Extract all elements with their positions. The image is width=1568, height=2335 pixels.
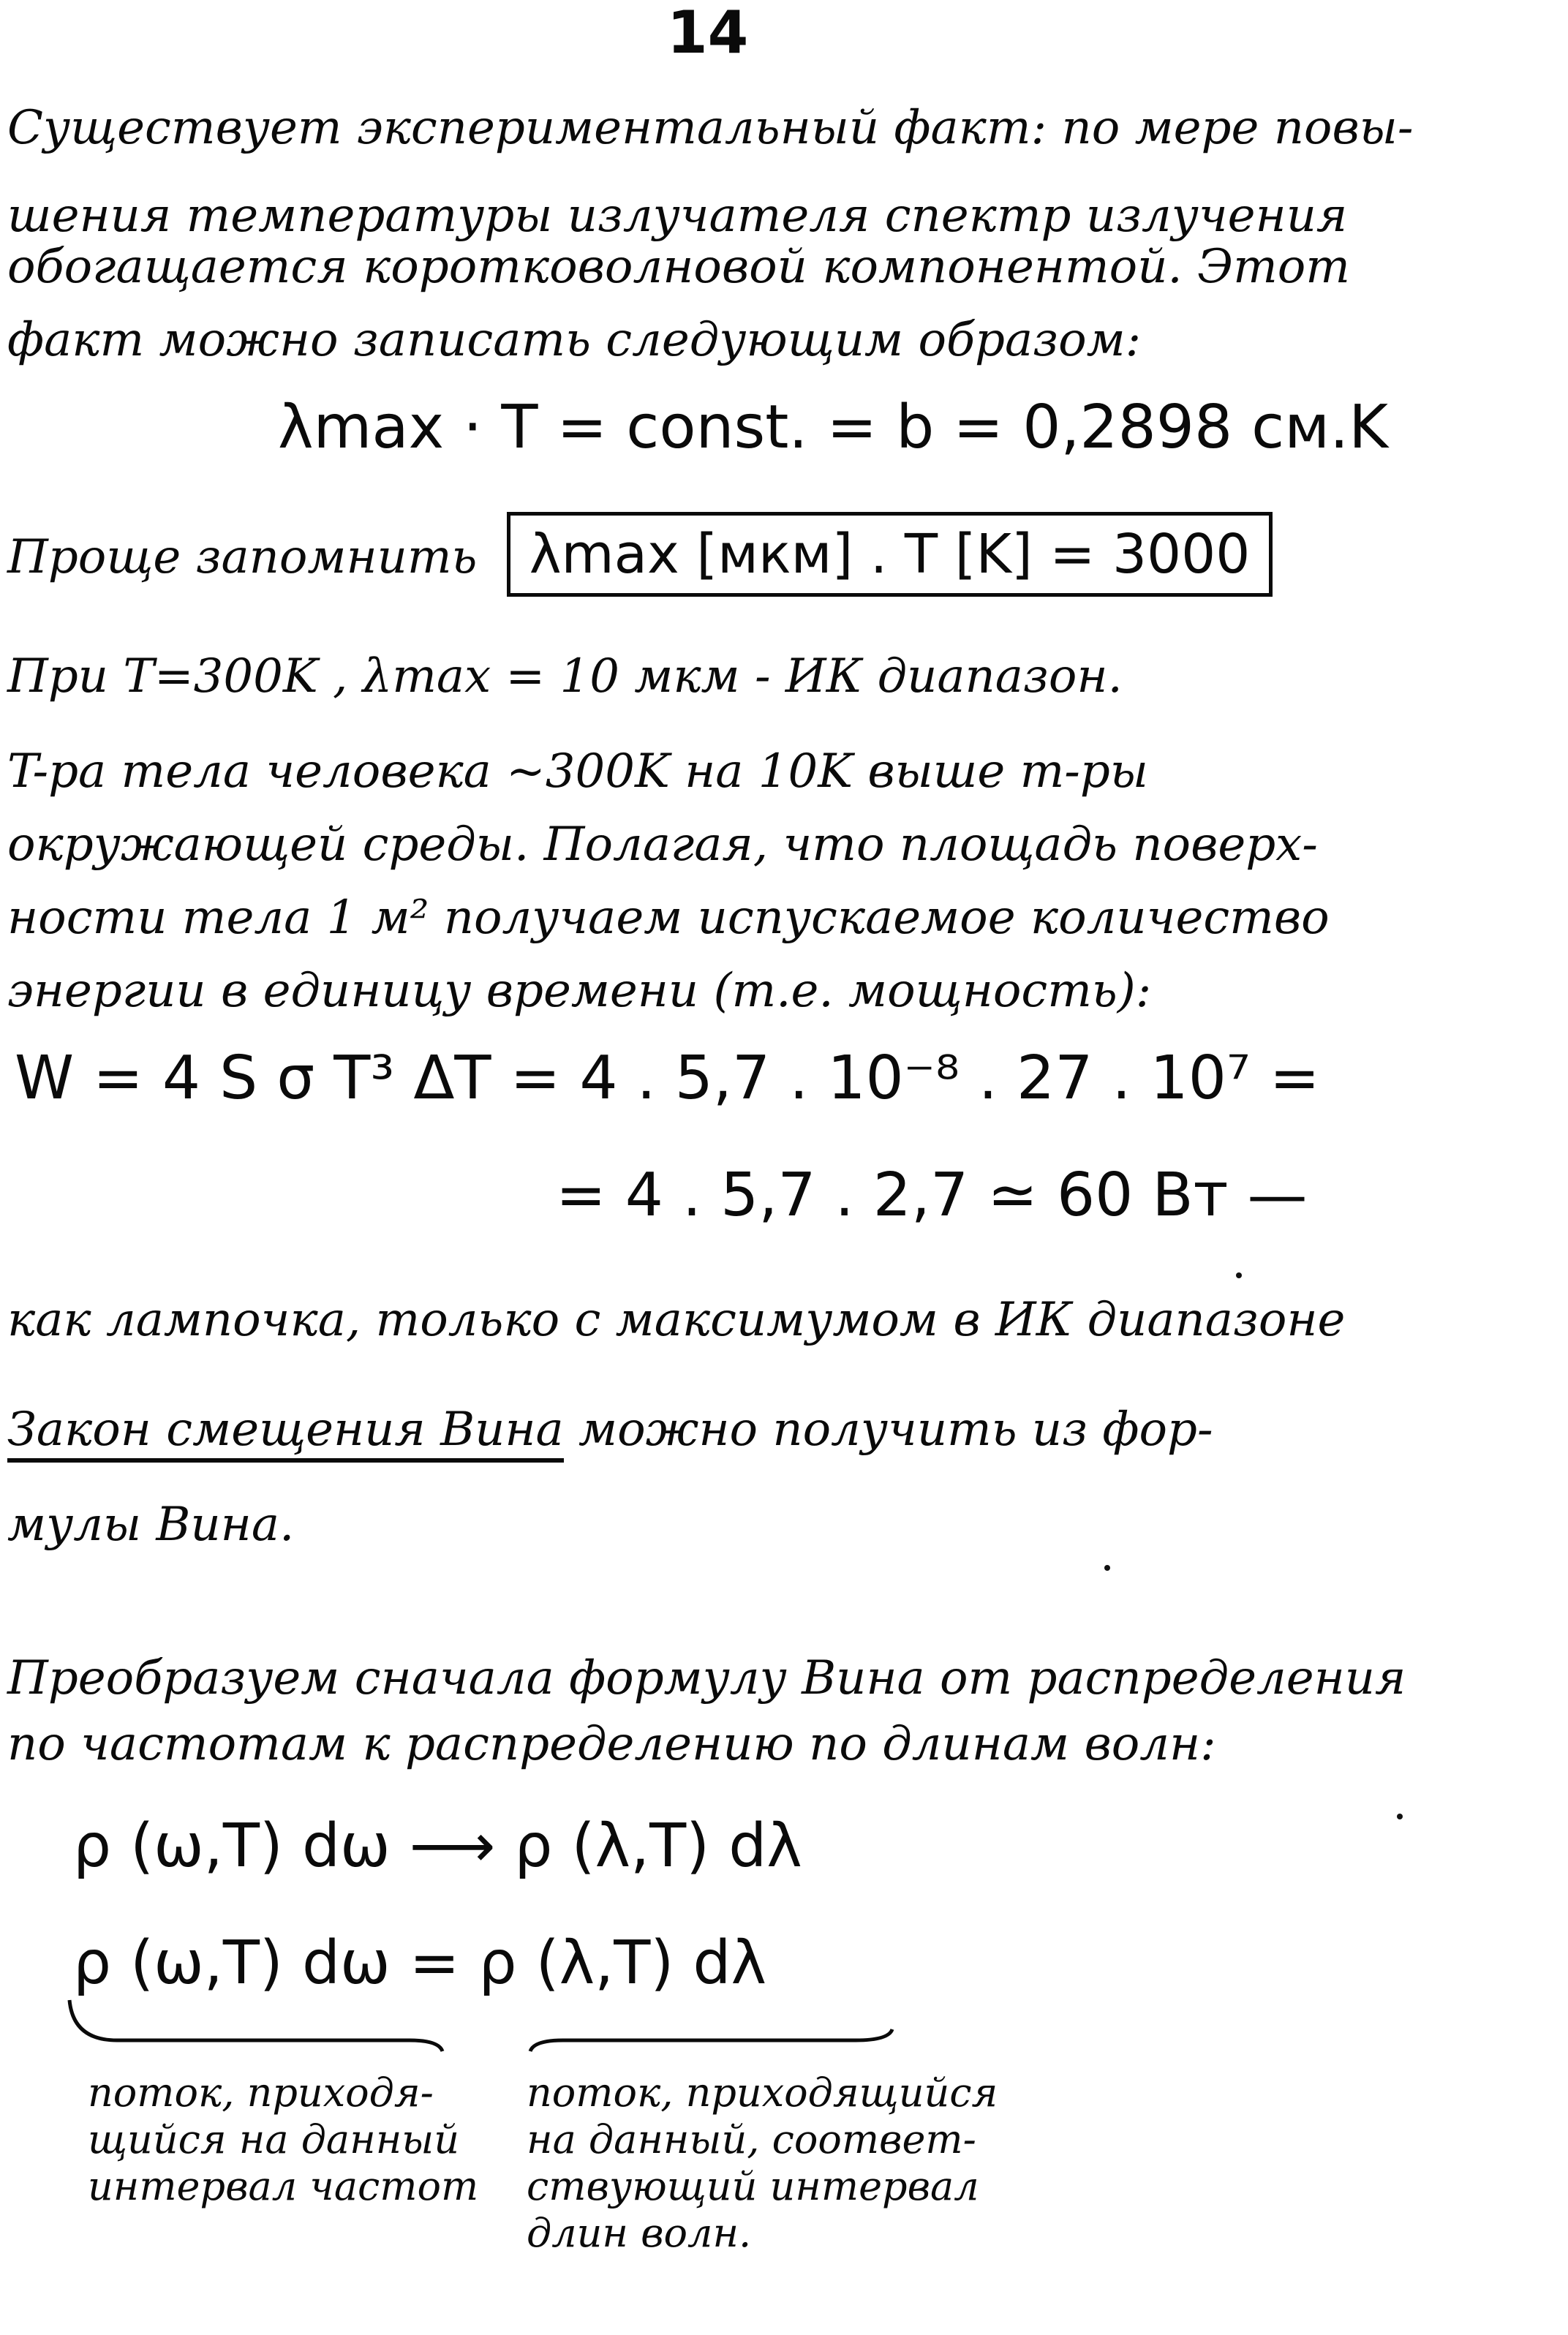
paragraph-4-line-2: по частотам к распределению по длинам волн: [7,1717,1216,1771]
equality-equation: ρ (ω,T) dω = ρ (λ,T) dλ [73,1928,766,1998]
ink-dot [1236,1272,1242,1278]
right-underbrace [530,2029,892,2051]
paragraph-1-line-4: факт можно записать следующим образом: [7,313,1142,367]
paragraph-3-line-1-rest: можно получить из фор- [563,1403,1213,1457]
paragraph-3-line-2: мулы Вина. [7,1498,295,1552]
paragraph-2-line-4: ности тела 1 м² получаем испускаемое количество [7,891,1330,945]
wien-law-formula: λmax · T = const. = b = 0,2898 см.K [278,393,1388,462]
paragraph-2-line-6: как лампочка, только с максимумом в ИК диапазоне [7,1293,1346,1347]
left-underbrace [69,2000,442,2051]
ink-dot [1397,1814,1403,1819]
ink-dot [1104,1565,1110,1571]
transform-equation: ρ (ω,T) dω ⟶ ρ (λ,T) dλ [73,1811,802,1881]
page-number: 14 [667,0,749,67]
power-equation-line-2: = 4 . 5,7 . 2,7 ≃ 60 Вт — [556,1161,1308,1230]
paragraph-2-line-1: При T=300K , λmax = 10 мкм - ИК диапазон. [7,649,1123,703]
remember-formula-box: λmax [мкм] . T [K] = 3000 [507,512,1273,597]
power-equation-line-1: W = 4 S σ T³ ΔT = 4 . 5,7 . 10⁻⁸ . 27 . 10⁷ = [15,1044,1320,1113]
remember-label: Проще запомнить [7,530,478,584]
paragraph-2-line-2: T-ра тела человека ~300K на 10K выше т-ры [7,744,1148,799]
right-brace-note: поток, приходящийся на данный, соответ- ствующий интервал длин волн. [527,2070,998,2256]
paragraph-4-line-1: Преобразуем сначала формулу Вина от распределения [7,1651,1406,1705]
paragraph-1-line-3: обогащается коротковолновой компонентой. Этот [7,240,1350,294]
paragraph-2-line-5: энергии в единицу времени (т.е. мощность): [7,964,1152,1018]
paragraph-2-line-3: окружающей среды. Полагая, что площадь поверх- [7,818,1318,872]
paragraph-1-line-2: шения температуры излучателя спектр излучения [7,189,1348,243]
left-brace-note: поток, приходя- щийся на данный интервал частот [88,2070,479,2209]
paragraph-1-line-1: Существует экспериментальный факт: по мере повы- [7,101,1414,155]
wien-displacement-law-title: Закон смещения Вина [7,1403,564,1463]
